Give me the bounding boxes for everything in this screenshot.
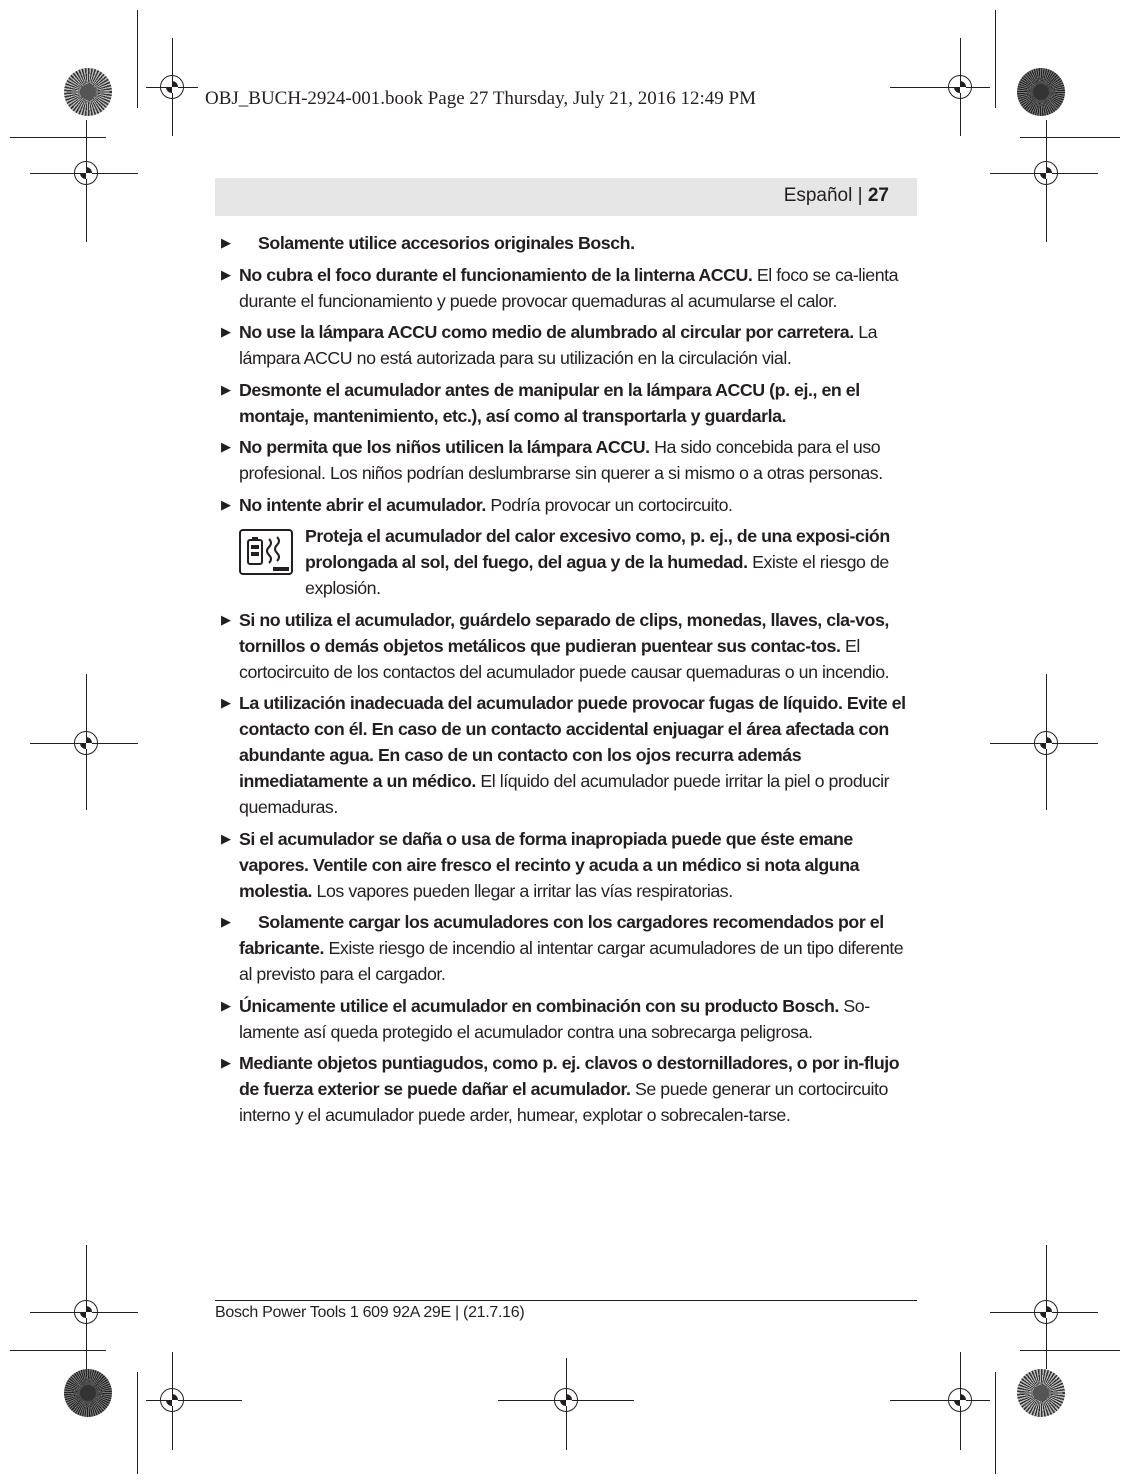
bullet-arrow-icon: ▶	[221, 1055, 231, 1070]
registration-mark-icon	[948, 75, 972, 99]
registration-mark-icon	[74, 161, 98, 185]
list-item: ▶ No permita que los niños utilicen la lámpara ACCU. Ha sido concebida para el uso profesional. Los niños podrían deslumbrarse sin querer a si mismo o a otras personas.	[215, 434, 920, 486]
registration-mark-icon	[160, 75, 184, 99]
bullet-arrow-icon: ▶	[221, 324, 231, 339]
bullet-arrow-icon: ▶	[221, 695, 231, 710]
color-bar-icon	[1017, 1369, 1065, 1417]
registration-mark-icon	[554, 1388, 578, 1412]
bullet-arrow-icon: ▶	[221, 381, 231, 397]
registration-mark-icon	[948, 1388, 972, 1412]
registration-mark-icon	[74, 1300, 98, 1324]
footer-rule	[215, 1300, 917, 1301]
bullet-arrow-icon: ▶	[221, 830, 231, 846]
registration-mark-icon	[1034, 731, 1058, 755]
list-item: ▶ Únicamente utilice el acumulador en combinación con su producto Bosch. So-lamente así queda protegido el acumulador contra una sobrecarga peligrosa.	[215, 993, 920, 1045]
list-item: ▶ Mediante objetos puntiagudos, como p. ej. clavos o destornilladores, o por in-flujo de fuerza exterior se puede dañar el acumulador. Se puede generar un cortocircuito interno y el acumulador puede arder, humear, explotar o sobrecalen-tarse.	[215, 1050, 920, 1128]
color-bar-icon	[1017, 68, 1065, 116]
page-footer: Bosch Power Tools 1 609 92A 29E | (21.7.16)	[215, 1304, 525, 1321]
registration-mark-icon	[74, 731, 98, 755]
list-item: ▶ Si no utiliza el acumulador, guárdelo separado de clips, monedas, llaves, cla-vos, tornillos o demás objetos metálicos que pudieran puentear sus contac-tos. El cortocircuito de los contactos del acumulador puede causar quemaduras o un incendio.	[215, 607, 920, 685]
list-item: ▶ Solamente cargar los acumuladores con los cargadores recomendados por el fabricante. Existe riesgo de incendio al intentar cargar acumuladores de un tipo diferente al previsto para el cargador.	[215, 909, 920, 987]
registration-mark-icon	[1034, 161, 1058, 185]
print-header: OBJ_BUCH-2924-001.book Page 27 Thursday, July 21, 2016 12:49 PM	[205, 88, 757, 109]
registration-mark-icon	[1034, 1300, 1058, 1324]
list-item: ▶ No use la lámpara ACCU como medio de alumbrado al circular por carretera. La lámpara ACCU no está autorizada para su utilización en la circulación vial.	[215, 319, 920, 371]
bullet-arrow-icon: ▶	[221, 235, 231, 250]
list-item: ▶ Desmonte el acumulador antes de manipular en la lámpara ACCU (p. ej., en el montaje, mantenimiento, etc.), así como al transportarla y guardarla.	[215, 377, 920, 429]
battery-heat-warning-icon	[239, 529, 293, 575]
warning-note: Proteja el acumulador del calor excesivo como, p. ej., de una exposi-ción prolongada al sol, del fuego, del agua y de la humedad. Existe el riesgo de explosión.	[215, 523, 920, 601]
safety-instructions	[215, 230, 920, 1134]
registration-mark-icon	[160, 1388, 184, 1412]
list-item: ▶ Si el acumulador se daña o usa de forma inapropiada puede que éste emane vapores. Ventile con aire fresco el recinto y acuda a un médico si nota alguna molestia. Los vapores pueden llegar a irritar las vías respiratorias.	[215, 826, 920, 904]
list-item: ▶ No intente abrir el acumulador. Podría provocar un cortocircuito.	[215, 492, 920, 518]
section-title: Español	[783, 185, 853, 206]
bullet-arrow-icon: ▶	[221, 266, 231, 282]
bullet-arrow-icon: ▶	[221, 496, 231, 512]
list-item: ▶ No cubra el foco durante el funcionamiento de la linterna ACCU. El foco se ca-lienta durante el funcionamiento y puede provocar quemaduras al acumularse el calor.	[215, 262, 920, 314]
bullet-arrow-icon: ▶	[221, 914, 231, 929]
list-item: ▶ La utilización inadecuada del acumulador puede provocar fugas de líquido. Evite el contacto con él. En caso de un contacto accidental enjuagar el área afectada con abundante agua. En caso de un contacto con los ojos recurra además inmediatamente a un médico. El líquido del acumulador puede irritar la piel o producir quemaduras.	[215, 690, 920, 820]
header-separator: |	[857, 185, 863, 206]
page-header	[215, 178, 917, 216]
bullet-arrow-icon: ▶	[221, 997, 231, 1013]
page-header-text	[784, 185, 889, 207]
color-bar-icon	[64, 68, 112, 116]
bullet-arrow-icon: ▶	[221, 439, 231, 454]
color-bar-icon	[64, 1369, 112, 1417]
bullet-arrow-icon: ▶	[221, 611, 231, 627]
list-item: ▶ Solamente utilice accesorios originales Bosch.	[215, 230, 920, 256]
page-number: 27	[867, 185, 889, 206]
